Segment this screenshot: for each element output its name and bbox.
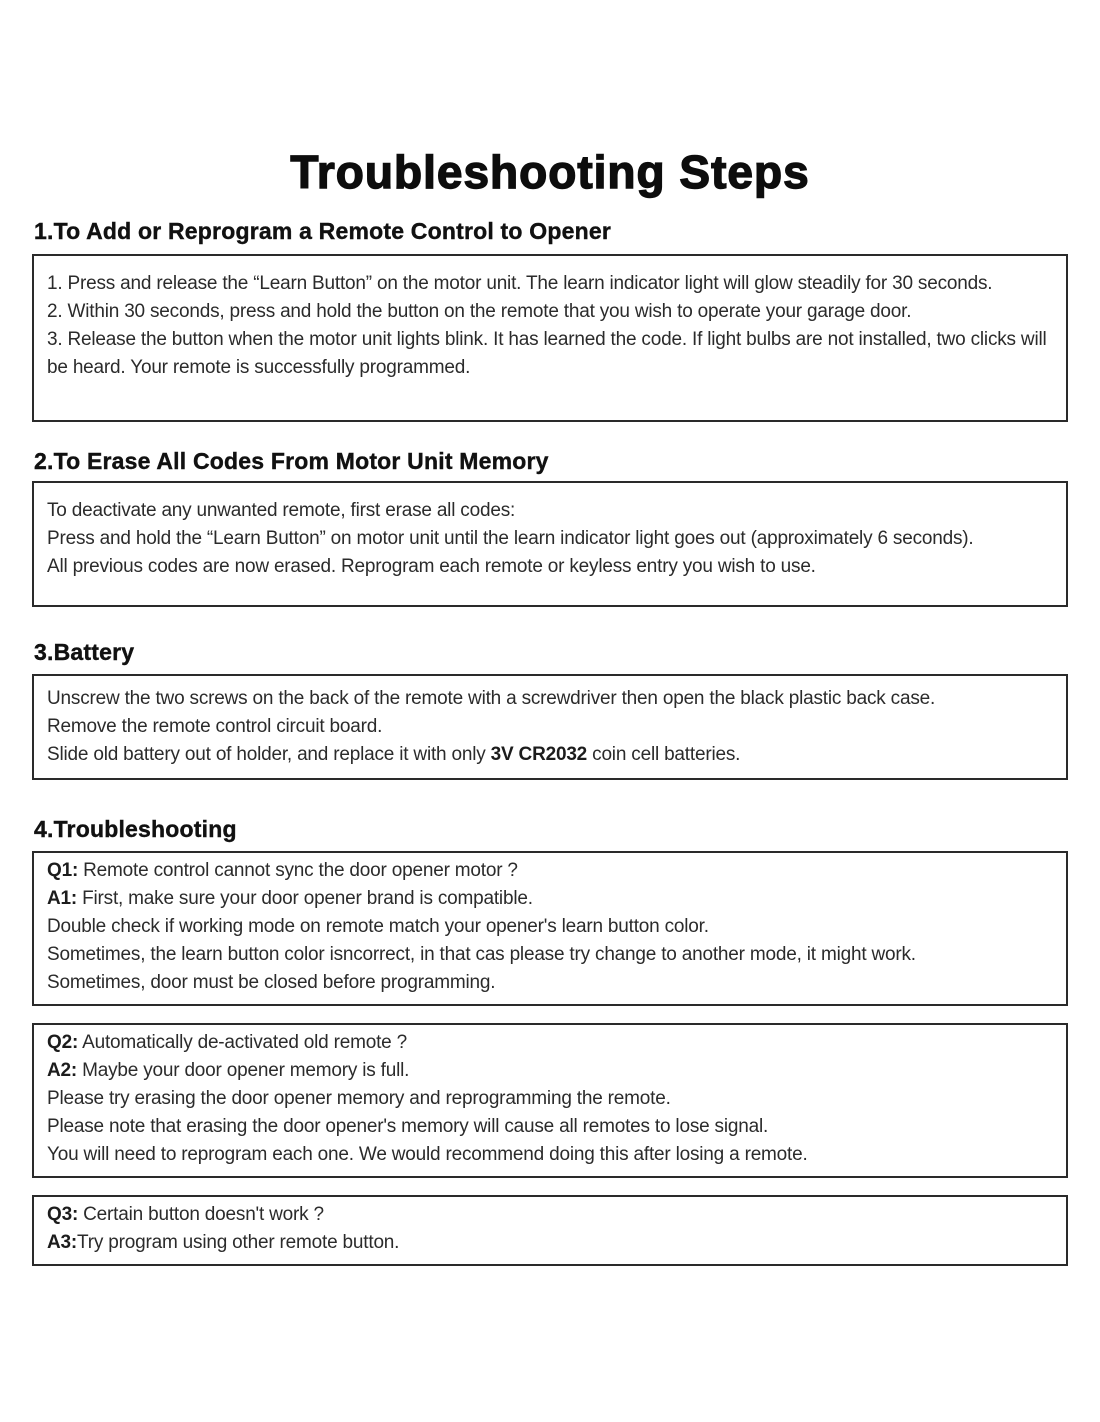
instruction-line: To deactivate any unwanted remote, first erase all codes: [47, 500, 516, 521]
instruction-line: 2. Within 30 seconds, press and hold the button on the remote that you wish to operate your garage door. [47, 301, 912, 322]
faq-text: Sometimes, door must be closed before programming. [47, 972, 496, 993]
faq-line [47, 941, 1058, 969]
faq-line [47, 1085, 1058, 1113]
faq-line [47, 1141, 1058, 1169]
section-3-instructions-box [32, 674, 1068, 780]
a3-prefix: A3: [47, 1232, 78, 1253]
section-1-heading: 1.To Add or Reprogram a Remote Control to Opener [34, 218, 611, 244]
section-2-heading: 2.To Erase All Codes From Motor Unit Memory [34, 448, 549, 474]
page-title: Troubleshooting Steps [290, 146, 810, 198]
faq-text: First, make sure your door opener brand is compatible. [77, 888, 533, 909]
instruction-line: All previous codes are now erased. Reprogram each remote or keyless entry you wish to use. [47, 556, 816, 577]
instruction-line: Unscrew the two screws on the back of the remote with a screwdriver then open the black plastic back case. [47, 688, 936, 709]
battery-line-pre: Slide old battery out of holder, and replace it with only [47, 744, 491, 765]
section-1-instructions-box [32, 254, 1068, 422]
faq-text: Maybe your door opener memory is full. [77, 1060, 410, 1081]
faq-line [47, 1201, 1058, 1229]
section-3-heading: 3.Battery [34, 639, 135, 665]
faq-line [47, 969, 1058, 997]
q3-prefix: Q3: [47, 1204, 79, 1225]
faq-text: You will need to reprogram each one. We would recommend doing this after losing a remote. [47, 1144, 808, 1165]
battery-type-bold: 3V CR2032 [490, 744, 588, 765]
section-2-instructions-box [32, 481, 1068, 607]
faq-line [47, 1229, 1058, 1257]
q2-prefix: Q2: [47, 1032, 79, 1053]
faq-text: Automatically de-activated old remote ? [78, 1032, 407, 1053]
faq-box-q3 [32, 1195, 1068, 1266]
faq-text: Please try erasing the door opener memory and reprogramming the remote. [47, 1088, 671, 1109]
faq-line [47, 1029, 1058, 1057]
faq-text: Double check if working mode on remote match your opener's learn button color. [47, 916, 709, 937]
faq-box-q2 [32, 1023, 1068, 1178]
instruction-line [47, 741, 1058, 769]
faq-line [47, 913, 1058, 941]
instruction-line: Remove the remote control circuit board. [47, 716, 383, 737]
faq-text: Sometimes, the learn button color isncorrect, in that cas please try change to another mode, it might work. [47, 944, 916, 965]
instruction-line: 1. Press and release the “Learn Button” on the motor unit. The learn indicator light will glow steadily for 30 seconds. [47, 273, 993, 294]
faq-text: Certain button doesn't work ? [78, 1204, 324, 1225]
faq-text: Try program using other remote button. [77, 1232, 400, 1253]
faq-line [47, 885, 1058, 913]
q1-prefix: Q1: [47, 860, 79, 881]
section-4-heading: 4.Troubleshooting [34, 816, 237, 842]
faq-text: Please note that erasing the door opener's memory will cause all remotes to lose signal. [47, 1116, 769, 1137]
faq-line [47, 1057, 1058, 1085]
battery-line-post: coin cell batteries. [587, 744, 741, 765]
faq-line [47, 857, 1058, 885]
faq-box-q1 [32, 851, 1068, 1006]
faq-text: Remote control cannot sync the door opener motor ? [78, 860, 518, 881]
faq-line [47, 1113, 1058, 1141]
instruction-line: Press and hold the “Learn Button” on motor unit until the learn indicator light goes out (approximately 6 seconds). [47, 528, 974, 549]
a2-prefix: A2: [47, 1060, 78, 1081]
instruction-line: 3. Release the button when the motor unit lights blink. It has learned the code. If light bulbs are not installed, two clicks will be heard. Your remote is successfully programmed. [47, 329, 1047, 378]
troubleshooting-document-page [0, 148, 1100, 1422]
a1-prefix: A1: [47, 888, 78, 909]
